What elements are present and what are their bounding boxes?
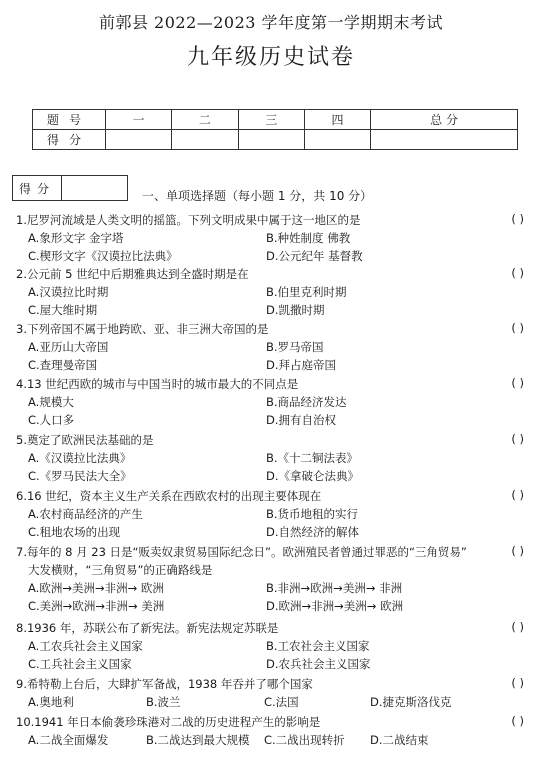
option-A[interactable]: A.规模大 xyxy=(28,395,74,409)
score-table-col: 三 xyxy=(238,110,304,130)
score-cell[interactable] xyxy=(371,130,518,150)
option-B[interactable]: B.非洲→欧洲→美洲→ 非洲 xyxy=(266,581,403,595)
option-A[interactable]: A.奥地利 xyxy=(28,695,74,709)
section-title: 一、单项选择题（每小题 1 分，共 10 分） xyxy=(142,189,373,203)
answer-blank[interactable]: ( ) xyxy=(511,544,524,558)
option-A[interactable]: A.亚历山大帝国 xyxy=(28,340,109,354)
option-C[interactable]: C.法国 xyxy=(264,695,299,709)
question-stem: 10.1941 年日本偷袭珍珠港对二战的历史进程产生的影响是 xyxy=(16,715,321,729)
option-C[interactable]: C.屋大维时期 xyxy=(28,303,98,317)
option-C[interactable]: C.工兵社会主义国家 xyxy=(28,657,132,671)
option-A[interactable]: A.《汉谟拉比法典》 xyxy=(28,451,132,465)
score-table-label: 得分 xyxy=(33,130,106,150)
question-stem: 9.希特勒上台后，大肆扩军备战，1938 年吞并了哪个国家 xyxy=(16,677,313,691)
option-B[interactable]: B.二战达到最大规模 xyxy=(146,733,250,747)
option-D[interactable]: D.《拿破仑法典》 xyxy=(266,469,360,483)
section-score-label: 得分 xyxy=(13,176,62,200)
option-D[interactable]: D.自然经济的解体 xyxy=(266,525,360,539)
option-B[interactable]: B.罗马帝国 xyxy=(266,340,324,354)
option-D[interactable]: D.拜占庭帝国 xyxy=(266,358,337,372)
exam-subtitle: 九年级历史试卷 xyxy=(186,45,355,70)
score-table-col: 四 xyxy=(304,110,370,130)
section-score-cell[interactable] xyxy=(62,176,127,200)
question-stem: 6.16 世纪，资本主义生产关系在西欧农村的出现主要体现在 xyxy=(16,489,322,503)
option-D[interactable]: D.凯撒时期 xyxy=(266,303,325,317)
option-B[interactable]: B.工农社会主义国家 xyxy=(266,639,370,653)
option-A[interactable]: A.二战全面爆发 xyxy=(28,733,109,747)
question-stem: 8.1936 年，苏联公布了新宪法。新宪法规定苏联是 xyxy=(16,621,279,635)
option-B[interactable]: B.种姓制度 佛教 xyxy=(266,231,351,245)
option-D[interactable]: D.农兵社会主义国家 xyxy=(266,657,371,671)
score-table-label: 题号 xyxy=(33,110,106,130)
option-D[interactable]: D.捷克斯洛伐克 xyxy=(370,695,452,709)
score-table xyxy=(32,109,518,150)
option-B[interactable]: B.商品经济发达 xyxy=(266,395,347,409)
question-stem: 3.下列帝国不属于地跨欧、亚、非三洲大帝国的是 xyxy=(16,322,269,336)
option-B[interactable]: B.货币地租的实行 xyxy=(266,507,359,521)
answer-blank[interactable]: ( ) xyxy=(511,676,524,690)
option-D[interactable]: D.欧洲→非洲→美洲→ 欧洲 xyxy=(266,599,404,613)
question-stem: 1.尼罗河流域是人类文明的摇篮。下列文明成果中属于这一地区的是 xyxy=(16,213,361,227)
option-C[interactable]: C.查理曼帝国 xyxy=(28,358,98,372)
question-stem: 2.公元前 5 世纪中后期雅典达到全盛时期是在 xyxy=(16,267,249,281)
question-stem: 4.13 世纪西欧的城市与中国当时的城市最大的不同点是 xyxy=(16,377,299,391)
score-cell[interactable] xyxy=(106,130,172,150)
question-stem-cont: 大发横财，“三角贸易”的正确路线是 xyxy=(28,563,213,577)
option-B[interactable]: B.伯里克利时期 xyxy=(266,285,347,299)
answer-blank[interactable]: ( ) xyxy=(511,620,524,634)
option-C[interactable]: C.租地农场的出现 xyxy=(28,525,121,539)
exam-title: 前郭县 2022—2023 学年度第一学期期末考试 xyxy=(98,13,444,32)
option-C[interactable]: C.美洲→欧洲→非洲→ 美洲 xyxy=(28,599,165,613)
score-table-col: 一 xyxy=(106,110,172,130)
score-cell[interactable] xyxy=(172,130,238,150)
option-A[interactable]: A.欧洲→美洲→非洲→ 欧洲 xyxy=(28,581,164,595)
answer-blank[interactable]: ( ) xyxy=(511,432,524,446)
score-table-col: 总 分 xyxy=(371,110,518,130)
answer-blank[interactable]: ( ) xyxy=(511,488,524,502)
option-D[interactable]: D.拥有自治权 xyxy=(266,413,337,427)
answer-blank[interactable]: ( ) xyxy=(511,376,524,390)
option-B[interactable]: B.《十二铜法表》 xyxy=(266,451,359,465)
option-A[interactable]: A.象形文字 金字塔 xyxy=(28,231,124,245)
option-C[interactable]: C.《罗马民法大全》 xyxy=(28,469,132,483)
question-stem: 5.奠定了欧洲民法基础的是 xyxy=(16,433,154,447)
section-score-box xyxy=(12,175,128,201)
score-cell[interactable] xyxy=(304,130,370,150)
answer-blank[interactable]: ( ) xyxy=(511,266,524,280)
option-D[interactable]: D.二战结束 xyxy=(370,733,429,747)
option-A[interactable]: A.农村商品经济的产生 xyxy=(28,507,143,521)
option-D[interactable]: D.公元纪年 基督教 xyxy=(266,249,363,263)
answer-blank[interactable]: ( ) xyxy=(511,321,524,335)
option-B[interactable]: B.波兰 xyxy=(146,695,181,709)
score-table-col: 二 xyxy=(172,110,238,130)
score-table-score-row xyxy=(33,130,518,150)
option-A[interactable]: A.汉谟拉比时期 xyxy=(28,285,109,299)
option-C[interactable]: C.楔形文字《汉谟拉比法典》 xyxy=(28,249,178,263)
score-table-header-row xyxy=(33,110,518,130)
option-C[interactable]: C.二战出现转折 xyxy=(264,733,345,747)
answer-blank[interactable]: ( ) xyxy=(511,212,524,226)
option-C[interactable]: C.人口多 xyxy=(28,413,75,427)
question-stem: 7.每年的 8 月 23 日是“贩卖奴隶贸易国际纪念日”。欧洲殖民者曾通过罪恶的“三角贸易” xyxy=(16,545,467,559)
option-A[interactable]: A.工农兵社会主义国家 xyxy=(28,639,143,653)
answer-blank[interactable]: ( ) xyxy=(511,714,524,728)
score-cell[interactable] xyxy=(238,130,304,150)
